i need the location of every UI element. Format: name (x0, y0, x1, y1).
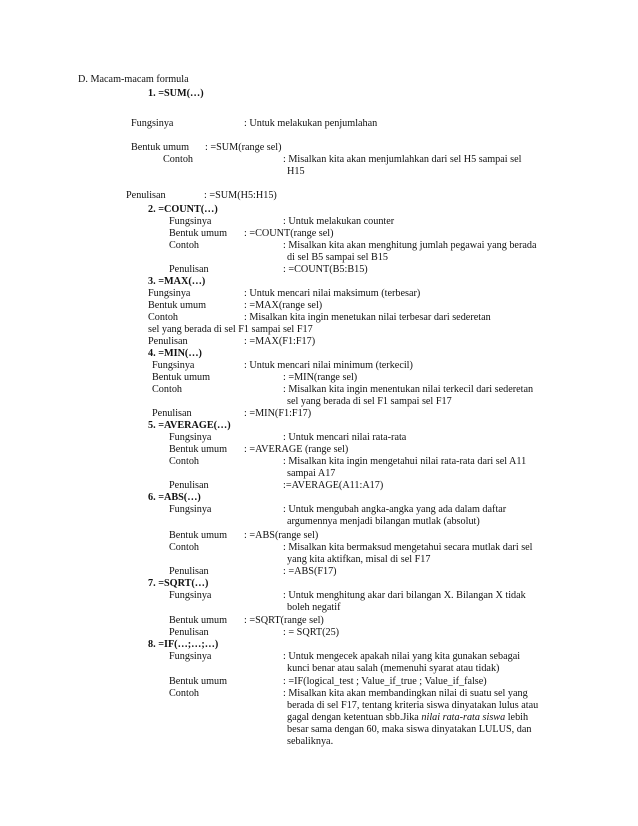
average-fungsinya-label: Fungsinya (169, 432, 212, 443)
sum-bentuk-label: Bentuk umum (131, 142, 190, 153)
count-penulisan-label: Penulisan (169, 264, 209, 275)
if-contoh-value-4: besar sama dengan 60, maka siswa dinyatakan LULUS, dan (287, 724, 532, 735)
count-contoh-label: Contoh (169, 240, 200, 251)
count-penulisan-value: : =COUNT(B5:B15) (283, 264, 368, 275)
min-contoh-value-1: : Misalkan kita ingin menentukan nilai terkecil dari sederetan (283, 384, 534, 395)
max-penulisan-label: Penulisan (148, 336, 188, 347)
min-penulisan-value: : =MIN(F1:F17) (244, 408, 312, 419)
abs-bentuk-value: : =ABS(range sel) (244, 530, 319, 541)
min-contoh-label: Contoh (152, 384, 183, 395)
count-bentuk-value: : =COUNT(range sel) (244, 228, 334, 239)
sum-penulisan-value: : =SUM(H5:H15) (204, 190, 277, 201)
if-bentuk-value: : =IF(logical_test ; Value_if_true ; Value_if_false) (283, 676, 487, 687)
min-bentuk-label: Bentuk umum (152, 372, 211, 383)
abs-contoh-value-2: yang kita aktifkan, misal di sel F17 (287, 554, 431, 565)
average-heading: 5. =AVERAGE(…) (148, 420, 231, 431)
if-contoh-value-3-pre: gagal dengan ketentuan sbb.Jika (287, 712, 422, 723)
max-bentuk-label: Bentuk umum (148, 300, 207, 311)
sum-contoh-value-1: : Misalkan kita akan menjumlahkan dari sel H5 sampai sel (283, 154, 522, 165)
sqrt-fungsinya-value-2: boleh negatif (287, 602, 341, 613)
abs-fungsinya-label: Fungsinya (169, 504, 212, 515)
if-contoh-value-3 (287, 712, 528, 724)
sqrt-penulisan-value: : = SQRT(25) (283, 627, 340, 638)
count-contoh-value-2: di sel B5 sampai sel B15 (287, 252, 389, 263)
sqrt-fungsinya-value-1: : Untuk menghitung akar dari bilangan X. Bilangan X tidak (283, 590, 526, 601)
min-heading: 4. =MIN(…) (148, 348, 202, 359)
min-bentuk-value: : =MIN(range sel) (283, 372, 358, 383)
if-fungsinya-value-2: kunci benar atau salah (memenuhi syarat atau tidak) (287, 663, 500, 674)
abs-penulisan-label: Penulisan (169, 566, 209, 577)
if-fungsinya-label: Fungsinya (169, 651, 212, 662)
max-fungsinya-value: : Untuk mencari nilai maksimum (terbesar) (244, 288, 421, 299)
if-contoh-value-3-italic: nilai rata-rata siswa (421, 712, 506, 723)
section-title: D. Macam-macam formula (78, 74, 189, 85)
average-fungsinya-value: : Untuk mencari nilai rata-rata (283, 432, 407, 443)
sum-contoh-label: Contoh (163, 154, 194, 165)
sqrt-bentuk-label: Bentuk umum (169, 615, 228, 626)
if-contoh-value-5: sebaliknya. (287, 736, 334, 747)
sum-bentuk-value: : =SUM(range sel) (205, 142, 282, 153)
average-bentuk-value: : =AVERAGE (range sel) (244, 444, 349, 455)
if-contoh-value-2: berada di sel F17, tentang kriteria siswa dinyatakan lulus atau (287, 700, 539, 711)
average-contoh-value-2: sampai A17 (287, 468, 336, 479)
abs-contoh-value-1: : Misalkan kita bermaksud mengetahui secara mutlak dari sel (283, 542, 533, 553)
average-bentuk-label: Bentuk umum (169, 444, 228, 455)
average-contoh-value-1: : Misalkan kita ingin mengetahui nilai rata-rata dari sel A11 (283, 456, 527, 467)
if-heading: 8. =IF(…;…;…) (148, 639, 219, 650)
abs-fungsinya-value-1: : Untuk mengubah angka-angka yang ada dalam daftar (283, 504, 507, 515)
max-penulisan-value: : =MAX(F1:F17) (244, 336, 316, 347)
if-contoh-value-1: : Misalkan kita akan membandingkan nilai di suatu sel yang (283, 688, 528, 699)
sum-penulisan-label: Penulisan (126, 190, 166, 201)
sum-fungsinya-label: Fungsinya (131, 118, 174, 129)
abs-penulisan-value: : =ABS(F17) (283, 566, 337, 577)
sum-heading: 1. =SUM(…) (148, 88, 204, 99)
sum-fungsinya-value: : Untuk melakukan penjumlahan (244, 118, 378, 129)
abs-fungsinya-value-2: argumennya menjadi bilangan mutlak (absolut) (287, 516, 480, 527)
if-fungsinya-value-1: : Untuk mengecek apakah nilai yang kita gunakan sebagai (283, 651, 521, 662)
count-bentuk-label: Bentuk umum (169, 228, 228, 239)
sqrt-penulisan-label: Penulisan (169, 627, 209, 638)
max-contoh-value-2: sel yang berada di sel F1 sampai sel F17 (148, 324, 313, 335)
min-contoh-value-2: sel yang berada di sel F1 sampai sel F17 (287, 396, 452, 407)
abs-heading: 6. =ABS(…) (148, 492, 201, 503)
max-heading: 3. =MAX(…) (148, 276, 206, 287)
max-bentuk-value: : =MAX(range sel) (244, 300, 323, 311)
count-heading: 2. =COUNT(…) (148, 204, 218, 215)
min-penulisan-label: Penulisan (152, 408, 192, 419)
min-fungsinya-label: Fungsinya (152, 360, 195, 371)
count-fungsinya-value: : Untuk melakukan counter (283, 216, 395, 227)
sqrt-bentuk-value: : =SQRT(range sel) (244, 615, 324, 626)
sum-contoh-value-2: H15 (287, 166, 305, 177)
max-contoh-label: Contoh (148, 312, 179, 323)
average-penulisan-label: Penulisan (169, 480, 209, 491)
sqrt-fungsinya-label: Fungsinya (169, 590, 212, 601)
max-fungsinya-label: Fungsinya (148, 288, 191, 299)
min-fungsinya-value: : Untuk mencari nilai minimum (terkecil) (244, 360, 413, 371)
count-fungsinya-label: Fungsinya (169, 216, 212, 227)
average-penulisan-value: :=AVERAGE(A11:A17) (283, 480, 384, 491)
abs-contoh-label: Contoh (169, 542, 200, 553)
count-contoh-value-1: : Misalkan kita akan menghitung jumlah pegawai yang berada (283, 240, 537, 251)
if-contoh-value-3-post: lebih (505, 712, 529, 723)
sqrt-heading: 7. =SQRT(…) (148, 578, 209, 589)
if-bentuk-label: Bentuk umum (169, 676, 228, 687)
max-contoh-value-1: : Misalkan kita ingin menetukan nilai terbesar dari sederetan (244, 312, 491, 323)
abs-bentuk-label: Bentuk umum (169, 530, 228, 541)
if-contoh-label: Contoh (169, 688, 200, 699)
average-contoh-label: Contoh (169, 456, 200, 467)
